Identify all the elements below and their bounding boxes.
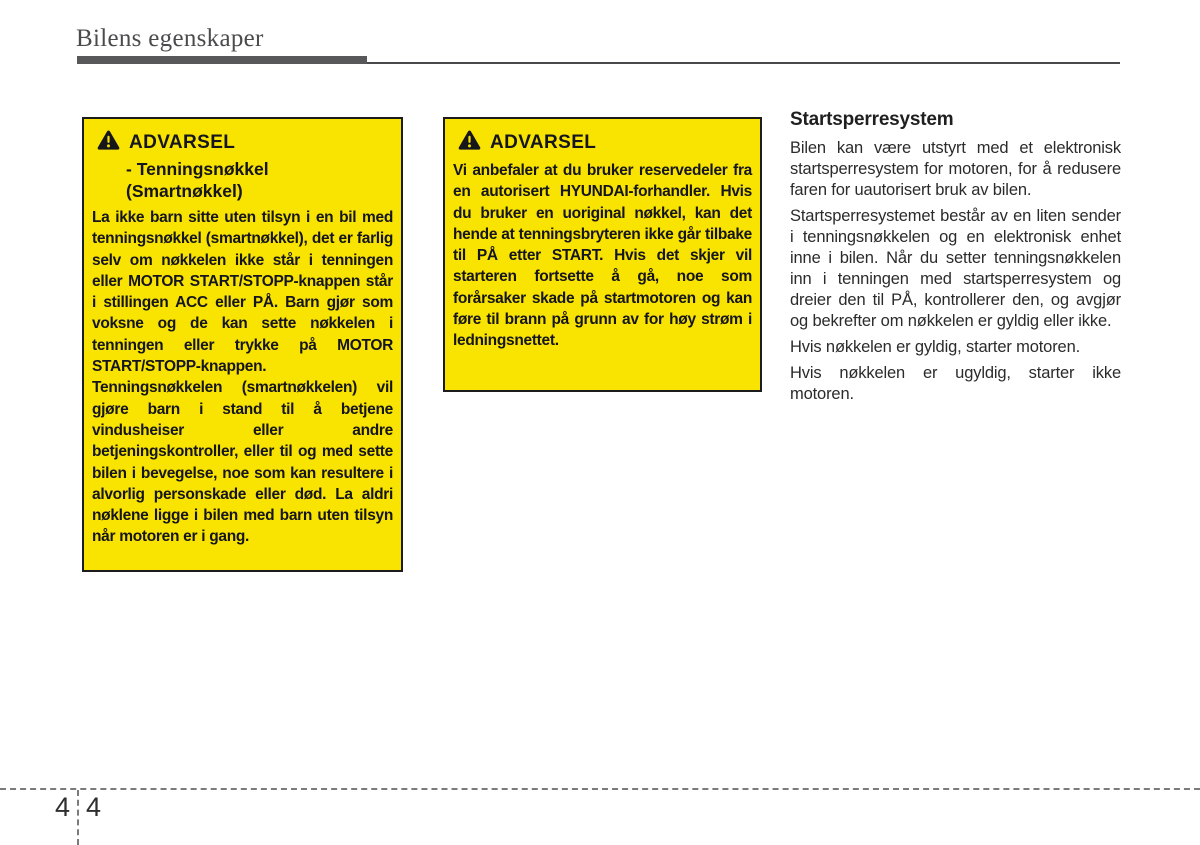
warning-subtitle-line: (Smartnøkkel) [126,181,243,201]
section-paragraph: Hvis nøkkelen er ugyldig, starter ikke motoren. [790,364,1121,403]
section-paragraph: Bilen kan være utstyrt med et elektronisk startsperresystem for motoren, for å redusere faren for uautorisert bruk av bilen. [790,139,1121,199]
crop-line-vertical [77,790,79,845]
title-underline-rule [367,62,1120,64]
section-title: Startsperresystem [790,109,954,130]
warning-title: ADVARSEL [129,131,236,153]
warning-title: ADVARSEL [490,131,597,153]
warning-box-spare-parts [443,117,762,392]
warning-title-row [458,130,752,155]
title-underline-bar [77,56,367,64]
warning-title-row [97,130,393,155]
warning-body-text: La ikke barn sitte uten tilsyn i en bil med tenningsnøkkel (smartnøkkel), det er farlig selv om nøkkelen ikke står i tenningen eller MOTOR START/STOPP-knappen står i stillingen ACC eller PÅ. Barn gjør som voksne og de kan sette nøkkelen i tenningen eller trykke på MOTOR START/STOPP-knappen. Tenningsnøkkelen (smartnøkkelen) vil gjøre barn i stand til å betjene vindusheiser eller andre betjeningskontroller, eller til og med sette bilen i bevegelse, noe som kan resultere i alvorlig personskade eller død. La aldri nøklene ligge i bilen med barn uten tilsyn når motoren er i gang. [92,209,393,546]
section-paragraph: Startsperresystemet består av en liten sender i tenningsnøkkelen og en elektronisk enhet inne i bilen. Når du setter tenningsnøkkelen inn i tenningen med startsperresystem og dreier den til PÅ, kontrollerer den, og avgjør og bekrefter om nøkkelen er gyldig eller ikke. [790,207,1121,330]
section-paragraph: Hvis nøkkelen er gyldig, starter motoren. [790,338,1081,356]
warning-triangle-icon [97,130,120,155]
warning-body-text: Vi anbefaler at du bruker reservedeler fra en autorisert HYUNDAI-forhandler. Hvis du bruker en uoriginal nøkkel, kan det hende at tenningsbryteren ikke går tilbake til PÅ etter START. Hvis det skjer vil starteren fortsette å gå, noe som forårsaker skade på startmotoren og kan føre til brann på grunn av for høy strøm i ledningsnettet. [453,162,752,350]
warning-box-key [82,117,403,572]
page-number-right: 4 [86,792,102,822]
crop-line-horizontal [0,788,1200,790]
page-number-left: 4 [54,792,70,822]
section-startsperresystem [790,109,1121,410]
warning-triangle-icon [458,130,481,155]
warning-subtitle-line: - Tenningsnøkkel [126,159,269,179]
page-title: Bilens egenskaper [76,25,264,52]
